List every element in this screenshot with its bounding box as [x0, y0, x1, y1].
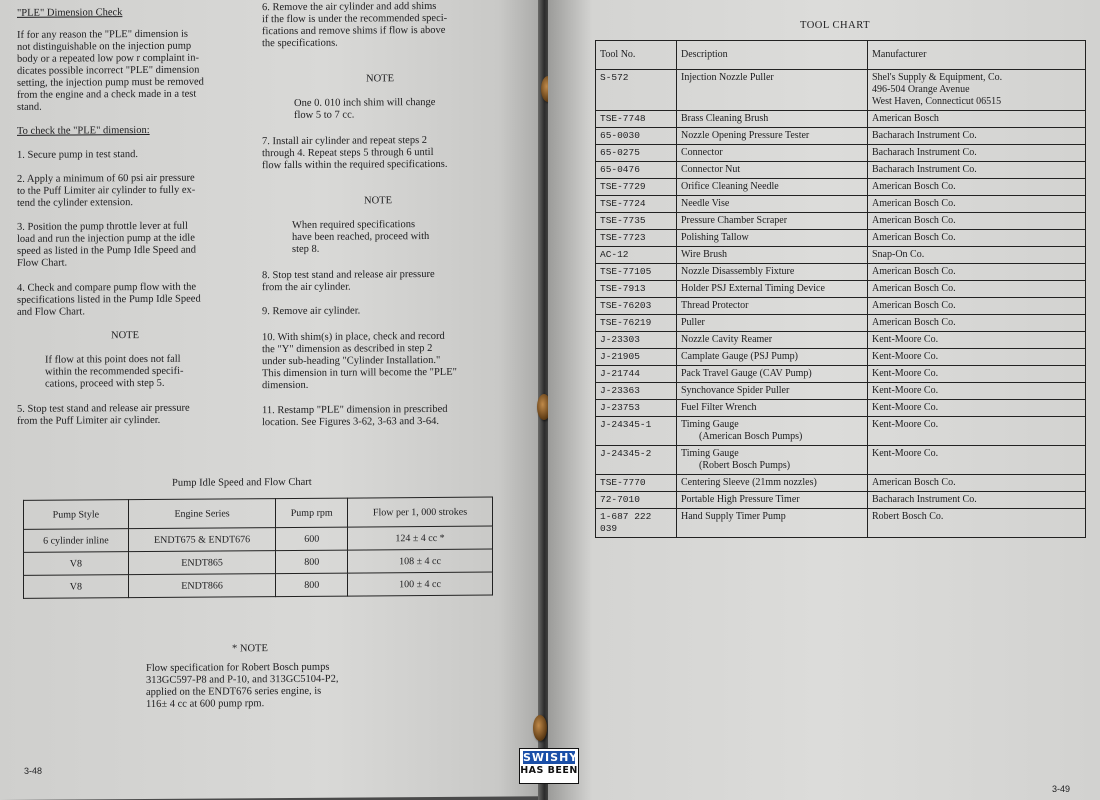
- text-line: through 4. Repeat steps 5 through 6 until: [262, 146, 434, 160]
- tool-manufacturer: [868, 111, 1086, 128]
- tool-description: [677, 417, 868, 446]
- tool-chart-table: [595, 40, 1086, 538]
- flow-chart-title: Pump Idle Speed and Flow Chart: [172, 476, 312, 489]
- text-line: within the recommended specifi-: [45, 365, 184, 378]
- cell-line: Puller: [681, 317, 705, 328]
- text-line: 10. With shim(s) in place, check and record: [262, 330, 445, 344]
- tool-manufacturer: [868, 400, 1086, 417]
- text-line: the "Y" dimension as described in step 2: [262, 342, 433, 356]
- tool-manufacturer: [868, 446, 1086, 475]
- text-line: dimension.: [262, 379, 309, 392]
- cell-line: Hand Supply Timer Pump: [681, 511, 786, 522]
- tool-description: [677, 400, 868, 417]
- tool-number: J-23363: [596, 383, 677, 400]
- ple-heading: "PLE" Dimension Check: [17, 7, 123, 19]
- tool-manufacturer: [868, 509, 1086, 538]
- cell-line: West Haven, Connecticut 06515: [872, 96, 1002, 107]
- text-line: 7. Install air cylinder and repeat steps 2: [262, 135, 428, 148]
- text-line: 11. Restamp "PLE" dimension in prescribed: [262, 403, 448, 417]
- tool-row: [596, 179, 1086, 196]
- tool-number: TSE-7735: [596, 213, 677, 230]
- step-5: [17, 403, 190, 428]
- cell-line: Camplate Gauge (PSJ Pump): [681, 351, 798, 362]
- cell-line: American Bosch Co.: [872, 283, 956, 294]
- text-line: If for any reason the "PLE" dimension is: [17, 28, 188, 41]
- flow-chart-cell: 800: [276, 573, 348, 596]
- flow-chart-cell: ENDT865: [128, 551, 276, 575]
- text-line: body or a repeated low pow r complaint in-: [17, 52, 199, 65]
- cell-line: Kent-Moore Co.: [872, 419, 939, 430]
- tool-manufacturer: [868, 145, 1086, 162]
- tool-chart-header-row: [596, 41, 1086, 70]
- tool-description: [677, 247, 868, 264]
- tool-description: [677, 179, 868, 196]
- tool-number: 65-0030: [596, 128, 677, 145]
- text-line: 8. Stop test stand and release air pressure: [262, 268, 435, 282]
- step-4: [17, 282, 201, 319]
- tool-manufacturer: [868, 315, 1086, 332]
- tool-row: [596, 509, 1086, 538]
- cell-line: Portable High Pressure Timer: [681, 494, 800, 505]
- text-line: Flow Chart.: [17, 257, 68, 269]
- tool-description: [677, 230, 868, 247]
- tool-manufacturer: [868, 349, 1086, 366]
- text-line: from the engine and a check made in a test: [17, 88, 197, 101]
- step-10: [262, 331, 457, 392]
- tool-number: J-23303: [596, 332, 677, 349]
- tool-number: J-21905: [596, 349, 677, 366]
- star-note: [146, 662, 339, 711]
- cell-line: Kent-Moore Co.: [872, 368, 939, 379]
- tool-number: 1-687 222 039: [596, 509, 677, 538]
- tool-manufacturer: [868, 162, 1086, 179]
- cell-line: Bacharach Instrument Co.: [872, 130, 977, 141]
- cell-line: American Bosch Co.: [872, 300, 956, 311]
- step-2: [17, 173, 195, 210]
- text-line: 6. Remove the air cylinder and add shims: [262, 0, 437, 14]
- tool-number: TSE-76219: [596, 315, 677, 332]
- tool-number: TSE-77105: [596, 264, 677, 281]
- cell-line: American Bosch: [872, 113, 939, 124]
- tool-row: [596, 111, 1086, 128]
- cell-line: American Bosch Co.: [872, 317, 956, 328]
- left-page: [0, 0, 542, 800]
- step-8: [262, 269, 435, 294]
- cell-line: Kent-Moore Co.: [872, 334, 939, 345]
- binder-ring: [533, 715, 547, 741]
- tool-manufacturer: [868, 366, 1086, 383]
- flow-chart-header: Engine Series: [128, 499, 276, 529]
- cell-line: Wire Brush: [681, 249, 727, 260]
- tool-manufacturer: [868, 298, 1086, 315]
- cell-line: Shel's Supply & Equipment, Co.: [872, 72, 1003, 83]
- text-line: to the Puff Limiter air cylinder to fully ex-: [17, 184, 196, 197]
- tool-description: [677, 332, 868, 349]
- text-line: and Flow Chart.: [17, 306, 85, 318]
- flow-chart-cell: V8: [24, 552, 129, 576]
- tool-description: [677, 475, 868, 492]
- note-3-label: NOTE: [364, 195, 392, 207]
- tool-row: [596, 213, 1086, 230]
- tool-row: [596, 128, 1086, 145]
- tool-number: 65-0476: [596, 162, 677, 179]
- text-line: 9. Remove air cylinder.: [262, 305, 361, 318]
- step-9: [262, 305, 360, 318]
- cell-line: Pressure Chamber Scraper: [681, 215, 788, 226]
- text-line: setting, the injection pump must be removed: [17, 76, 204, 89]
- flow-chart-header-row: [24, 497, 493, 529]
- note-3: [292, 219, 429, 256]
- cell-line: Bacharach Instrument Co.: [872, 147, 977, 158]
- cell-line: Polishing Tallow: [681, 232, 749, 243]
- tool-number: TSE-7770: [596, 475, 677, 492]
- tool-row: [596, 475, 1086, 492]
- flow-chart-cell: ENDT675 & ENDT676: [128, 528, 276, 552]
- tool-number: J-24345-1: [596, 417, 677, 446]
- tool-row: [596, 383, 1086, 400]
- tool-number: TSE-7729: [596, 179, 677, 196]
- text-line: stand.: [17, 101, 42, 113]
- watermark-logo: [519, 748, 579, 784]
- tool-description: [677, 383, 868, 400]
- text-line: Flow specification for Robert Bosch pumps: [146, 661, 330, 674]
- tool-row: [596, 492, 1086, 509]
- cell-line: Kent-Moore Co.: [872, 351, 939, 362]
- cell-line: Kent-Moore Co.: [872, 385, 939, 396]
- flow-chart-cell: 100 ± 4 cc: [348, 572, 493, 596]
- tool-description: [677, 264, 868, 281]
- text-line: 116± 4 cc at 600 pump rpm.: [146, 698, 265, 710]
- tool-description: [677, 492, 868, 509]
- cell-line: Connector Nut: [681, 164, 741, 175]
- tool-number: TSE-7748: [596, 111, 677, 128]
- tool-number: TSE-7724: [596, 196, 677, 213]
- cell-line: Kent-Moore Co.: [872, 448, 939, 459]
- cell-line: Pack Travel Gauge (CAV Pump): [681, 368, 812, 379]
- note-2-label: NOTE: [366, 73, 394, 85]
- cell-line: American Bosch Co.: [872, 266, 956, 277]
- text-line: 3. Position the pump throttle lever at full: [17, 220, 188, 233]
- note-2: [294, 97, 435, 122]
- cell-line: 496-504 Orange Avenue: [872, 84, 970, 95]
- step-7: [262, 135, 447, 172]
- tool-number: J-21744: [596, 366, 677, 383]
- tool-row: [596, 366, 1086, 383]
- text-line: not distinguishable on the injection pump: [17, 40, 192, 53]
- page-number-left: 3-48: [24, 765, 43, 776]
- flow-chart-cell: 124 ± 4 cc *: [348, 526, 493, 550]
- step-3: [17, 221, 196, 270]
- tool-manufacturer: [868, 213, 1086, 230]
- tool-row: [596, 332, 1086, 349]
- text-line: cations, proceed with step 5.: [45, 377, 165, 390]
- tool-chart-header: Description: [677, 41, 868, 70]
- tool-description: [677, 509, 868, 538]
- tool-number: 72-7010: [596, 492, 677, 509]
- cell-line: American Bosch Co.: [872, 181, 956, 192]
- tool-description: [677, 298, 868, 315]
- tool-description: [677, 281, 868, 298]
- flow-chart-row: [24, 572, 493, 598]
- tool-chart-title: TOOL CHART: [800, 20, 870, 31]
- page-number-right: 3-49: [1052, 784, 1071, 794]
- tool-row: [596, 264, 1086, 281]
- tool-number: J-23753: [596, 400, 677, 417]
- tool-row: [596, 400, 1086, 417]
- text-line: flow 5 to 7 cc.: [294, 109, 355, 121]
- tool-manufacturer: [868, 196, 1086, 213]
- cell-line: Orifice Cleaning Needle: [681, 181, 779, 192]
- tool-manufacturer: [868, 383, 1086, 400]
- flow-chart-header: Pump rpm: [276, 498, 348, 527]
- tool-number: 65-0275: [596, 145, 677, 162]
- tool-row: [596, 349, 1086, 366]
- cell-line: Snap-On Co.: [872, 249, 925, 260]
- cell-line: Injection Nozzle Puller: [681, 72, 774, 83]
- tool-row: [596, 298, 1086, 315]
- star-note-label: * NOTE: [232, 643, 268, 655]
- text-line: 4. Check and compare pump flow with the: [17, 281, 197, 294]
- tool-chart-header: Tool No.: [596, 41, 677, 70]
- tool-number: TSE-7723: [596, 230, 677, 247]
- cell-line: Needle Vise: [681, 198, 730, 209]
- text-line: flow falls within the required specifications.: [262, 158, 448, 172]
- flow-chart-cell: 800: [276, 550, 348, 573]
- cell-line: Timing Gauge: [681, 419, 739, 430]
- text-line: from the air cylinder.: [262, 281, 351, 294]
- tool-manufacturer: [868, 230, 1086, 247]
- cell-line: Synchovance Spider Puller: [681, 385, 790, 396]
- tool-manufacturer: [868, 281, 1086, 298]
- flow-chart-cell: ENDT866: [128, 574, 276, 598]
- tool-description: [677, 111, 868, 128]
- text-line: When required specifications: [292, 219, 416, 231]
- tool-description: [677, 366, 868, 383]
- text-line: 313GC597-P8 and P-10, and 313GC5104-P2,: [146, 673, 339, 686]
- tool-manufacturer: [868, 128, 1086, 145]
- text-line: 5. Stop test stand and release air pressure: [17, 402, 190, 415]
- cell-line: Nozzle Opening Pressure Tester: [681, 130, 810, 141]
- note-1: [45, 354, 184, 391]
- cell-line: Timing Gauge: [681, 448, 739, 459]
- text-line: applied on the ENDT676 series engine, is: [146, 685, 322, 698]
- cell-line: Fuel Filter Wrench: [681, 402, 757, 413]
- tool-number: AC-12: [596, 247, 677, 264]
- flow-chart-cell: 6 cylinder inline: [24, 529, 129, 553]
- tool-row: [596, 417, 1086, 446]
- text-line: if the flow is under the recommended speci-: [262, 12, 448, 26]
- text-line: fications and remove shims if flow is above: [262, 24, 446, 38]
- text-line: the specifications.: [262, 37, 338, 50]
- text-line: dicates possible incorrect "PLE" dimension: [17, 64, 200, 77]
- flow-chart-header: Pump Style: [24, 500, 129, 530]
- tool-description: [677, 213, 868, 230]
- cell-line: Robert Bosch Co.: [872, 511, 944, 522]
- text-line: speed as listed in the Pump Idle Speed and: [17, 244, 197, 257]
- step-6: [262, 1, 447, 50]
- cell-line: Kent-Moore Co.: [872, 402, 939, 413]
- cell-line: Brass Cleaning Brush: [681, 113, 769, 124]
- step-11: [262, 404, 448, 429]
- tool-row: [596, 145, 1086, 162]
- flow-chart-cell: 108 ± 4 cc: [348, 549, 493, 573]
- tool-row: [596, 70, 1086, 111]
- tool-number: TSE-7913: [596, 281, 677, 298]
- tool-number: S-572: [596, 70, 677, 111]
- check-heading: To check the "PLE" dimension:: [17, 124, 150, 137]
- watermark-line-2: HAS BEEN: [520, 765, 578, 776]
- tool-manufacturer: [868, 70, 1086, 111]
- tool-description: [677, 196, 868, 213]
- tool-chart-header: Manufacturer: [868, 41, 1086, 70]
- cell-line: American Bosch Co.: [872, 232, 956, 243]
- cell-line: Thread Protector: [681, 300, 749, 311]
- text-line: 2. Apply a minimum of 60 psi air pressure: [17, 172, 195, 185]
- cell-line: Nozzle Disassembly Fixture: [681, 266, 795, 277]
- tool-manufacturer: [868, 417, 1086, 446]
- text-line: 1. Secure pump in test stand.: [17, 149, 139, 161]
- tool-number: J-24345-2: [596, 446, 677, 475]
- tool-row: [596, 196, 1086, 213]
- text-line: This dimension in turn will become the "PLE": [262, 366, 457, 380]
- tool-manufacturer: [868, 179, 1086, 196]
- tool-row: [596, 315, 1086, 332]
- note-1-label: NOTE: [111, 330, 139, 342]
- cell-line: American Bosch Co.: [872, 215, 956, 226]
- tool-description: [677, 70, 868, 111]
- cell-line: American Bosch Co.: [872, 198, 956, 209]
- cell-line: Bacharach Instrument Co.: [872, 494, 977, 505]
- text-line: If flow at this point does not fall: [45, 353, 181, 366]
- cell-line: Holder PSJ External Timing Device: [681, 283, 825, 294]
- cell-line: (Robert Bosch Pumps): [699, 460, 791, 471]
- tool-row: [596, 162, 1086, 179]
- text-line: load and run the injection pump at the idle: [17, 232, 195, 245]
- cell-line: Centering Sleeve (21mm nozzles): [681, 477, 817, 488]
- text-line: from the Puff Limiter air cylinder.: [17, 414, 161, 427]
- text-line: have been reached, proceed with: [292, 231, 430, 243]
- tool-row: [596, 247, 1086, 264]
- tool-description: [677, 349, 868, 366]
- cell-line: American Bosch Co.: [872, 477, 956, 488]
- tool-description: [677, 315, 868, 332]
- tool-description: [677, 446, 868, 475]
- text-line: tend the cylinder extension.: [17, 197, 134, 209]
- step-1: [17, 149, 138, 162]
- tool-manufacturer: [868, 475, 1086, 492]
- flow-chart-table: [23, 497, 493, 599]
- flow-chart-row: [24, 526, 493, 552]
- cell-line: Nozzle Cavity Reamer: [681, 334, 773, 345]
- cell-line: Bacharach Instrument Co.: [872, 164, 977, 175]
- tool-description: [677, 162, 868, 179]
- tool-description: [677, 145, 868, 162]
- tool-row: [596, 230, 1086, 247]
- tool-row: [596, 446, 1086, 475]
- flow-chart-header: Flow per 1, 000 strokes: [348, 497, 493, 527]
- tool-description: [677, 128, 868, 145]
- tool-manufacturer: [868, 264, 1086, 281]
- ple-intro: [17, 28, 243, 114]
- text-line: specifications listed in the Pump Idle Speed: [17, 293, 201, 306]
- text-line: One 0. 010 inch shim will change: [294, 96, 436, 109]
- flow-chart-cell: V8: [24, 575, 129, 599]
- watermark-line-1: SWISHY: [523, 751, 579, 764]
- text-line: under sub-heading "Cylinder Installation.": [262, 354, 441, 368]
- cell-line: (American Bosch Pumps): [699, 431, 803, 442]
- flow-chart-row: [24, 549, 493, 575]
- tool-manufacturer: [868, 247, 1086, 264]
- tool-number: TSE-76203: [596, 298, 677, 315]
- tool-manufacturer: [868, 492, 1086, 509]
- flow-chart-cell: 600: [276, 527, 348, 550]
- text-line: location. See Figures 3-62, 3-63 and 3-64.: [262, 415, 440, 429]
- cell-line: Connector: [681, 147, 723, 158]
- text-line: step 8.: [292, 243, 320, 255]
- tool-row: [596, 281, 1086, 298]
- tool-manufacturer: [868, 332, 1086, 349]
